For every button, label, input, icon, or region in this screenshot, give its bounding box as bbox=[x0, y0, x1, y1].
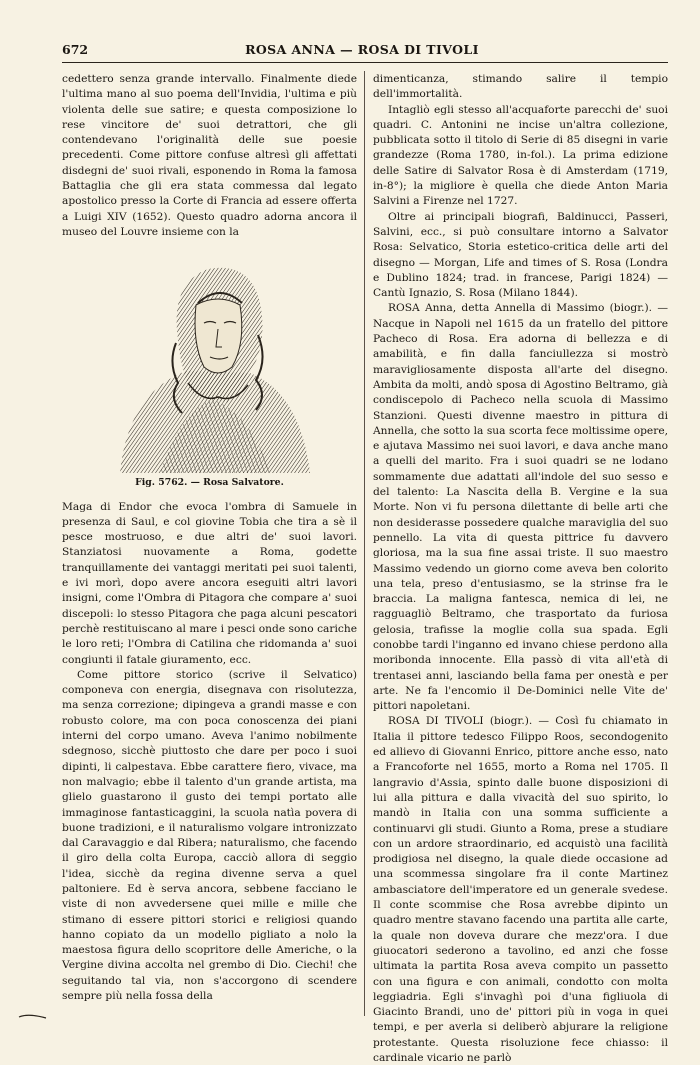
left-paragraph-2: Maga di Endor che evoca l'ombra di Samuele in presenza di Saul, e col giovine Tobia che tira a sè il pesce mostruoso, e due altri de' suoi lavori. Stanziatosi nuovamente a Roma, godette tranquillamente dei vantaggi meritati pei suoi talenti, e ivi morì, dopo avere ancora eseguiti altri lavori insigni, come l'Ombra di Pitagora che compare a' suoi discepoli: lo stesso Pitagora che paga alcuni pescatori perchè restituiscano al mare i pesci onde sono cariche le loro reti; l'Ombra di Catilina che ridomanda a' suoi congiunti il fatale giuramento, ecc. bbox=[62, 499, 357, 666]
entry-rosa-di-tivoli: ROSA DI TIVOLI (biogr.). — Così fu chiamato in Italia il pittore tedesco Filippo Roos, secondogenito ed allievo di Giovanni Enrico, pittore anche esso, nato a Francoforte nel 1655, morto a Roma nel 1705. Il langravio d'Assia, spinto dalle buone disposizioni di lui alla pittura e dalla vivacità del suo spirito, lo mandò in Italia con una somma sufficiente a continuarvi gli studi. Giunto a Roma, prese a studiare con un ardore straordinario, ed acquistò una facilità prodigiosa nel disegno, la quale diede occasione ad una scommessa singolare fra il conte Martinez ambasciatore dell'imperatore ed un generale svedese. Il conte scommise che Rosa avrebbe dipinto un quadro mentre stavano facendo una partita alle carte, la quale non doveva durare che mezz'ora. I due giuocatori sederono a tavolino, ed anzi che fosse ultimata la partita Rosa aveva compito un passetto con una figura e con animali, condotto con molta leggiadria. Egli s'invaghì poi d'una figliuola di Giacinto Brandi, uno de' pittori più in voga in quei tempi, e per averla si deliberò abjurare la religione protestante. Questa risoluzione fece chiasso: il cardinale vicario ne parlò bbox=[373, 714, 668, 1064]
page-number: 672 bbox=[62, 42, 89, 57]
running-header bbox=[62, 42, 662, 60]
figure-caption: Fig. 5762. — Rosa Salvatore. bbox=[135, 477, 284, 489]
header-rule bbox=[62, 62, 668, 63]
right-paragraph-3: Oltre ai principali biografi, Baldinucci, Passeri, Salvini, ecc., si può consultare intorno a Salvator Rosa: Selvatico, Storia estetico-critica delle arti del disegno — Morgan, Life and times of S. Rosa (Londra e Dublino 1824; trad. in francese, Parigi 1824) — Cantù Ignazio, S. Rosa (Milano 1844). bbox=[373, 209, 668, 300]
portrait-engraving bbox=[100, 243, 320, 473]
left-paragraph-3: Come pittore storico (scrive il Selvatico) componeva con energia, disegnava con risolutezza, ma senza correzione; dipingeva a grandi masse e con robusto colore, ma con poca conoscenza dei piani interni del corpo umano. Aveva l'animo nobilmente sdegnoso, sicchè piuttosto che dare per poco i suoi dipinti, li calpestava. Ebbe carattere fiero, vivace, ma non malvagio; ebbe il talento d'un grande artista, ma glielo guastarono il gusto dei tempi portato alle immaginose fantasticaggini, la scuola natìa povera di buone tradizioni, e il naturalismo volgare intronizzato dal Caravaggio e dal Ribera; naturalismo, che facendo il giro della colta Europa, cacciò allora di seggio l'idea, sicchè da regina divenne serva a quel paltoniere. Ed è serva ancora, sebbene facciano le viste di non avvedersene quei mille e mille che stimano di essere pittori storici e religiosi quando hanno copiato da un modello pigliato a nolo la maestosa figura dello scopritore delle Americhe, o la Vergine divina accolta nel grembo di Dio. Ciechi! che seguitando tal via, non s'accorgono di scendere sempre più nella fossa della bbox=[62, 667, 357, 1003]
left-column bbox=[62, 71, 357, 1003]
entry-rosa-anna: ROSA Anna, detta Annella di Massimo (biogr.). — Nacque in Napoli nel 1615 da un fratello del pittore Pacheco di Rosa. Era adorna di bellezza e di amabilità, e fin dalla fanciullezza si mostrò maravigliosamente disposta all'arte del disegno. Ambita da molti, andò sposa di Agostino Beltramo, già condiscepolo di Pacheco nella scuola di Massimo Stanzioni. Questi divenne maestro in pittura di Annella, che sotto la sua scorta fece moltissime opere, e ajutava Massimo nei suoi lavori, e dava anche mano a quelli del marito. Fra i suoi quadri se ne lodano sommamente due adattati all'indole del suo sesso e del talento: La Nascita della B. Vergine e la sua Morte. Non vi fu persona dilettante di belle arti che non desiderasse possedere qualche maraviglia del suo pennello. La vita di questa pittrice fu davvero gloriosa, ma la sua fine assai triste. Il suo maestro Massimo vedendo un giorno come aveva ben colorito una tela, preso d'entusiasmo, se la strinse fra le braccia. La maligna fantesca, nemica di lei, ne ragguagliò Beltramo, che trasportato da furiosa gelosia, trafisse la moglie colla sua spada. Egli conobbe tardi l'inganno ed invano chiese perdono alla moribonda innocente. Ella passò di vita all'età di trentasei anni, lasciando bella fama per onestà e per arte. Ne fa l'encomio il De-Dominici nelle Vite de' pittori napoletani. bbox=[373, 301, 668, 713]
column-divider bbox=[364, 71, 365, 1016]
right-paragraph-2: Intagliò egli stesso all'acquaforte parecchi de' suoi quadri. C. Antonini ne incise un'altra collezione, pubblicata sotto il titolo di Serie di 85 disegni in varie grandezze (Roma 1780, in-fol.). La prima edizione delle Satire di Salvator Rosa è di Amsterdam (1719, in-8°); la migliore è quella che diede Anton Maria Salvini a Firenze nel 1727. bbox=[373, 102, 668, 208]
running-title: ROSA ANNA — ROSA DI TIVOLI bbox=[245, 42, 479, 57]
corner-mark bbox=[18, 1013, 48, 1019]
left-paragraph-1: cedettero senza grande intervallo. Finalmente diede l'ultima mano al suo poema dell'Invidia, l'ultima e più violenta delle sue satire; e questa composizione lo rese vincitore de' suoi detrattori, che gli contendevano l'originalità delle sue poesie precedenti. Come pittore confuse altresì gli affettati disdegni de' suoi rivali, esponendo in Roma la famosa Battaglia che gli era stata commessa dal legato apostolico presso la Corte di Francia ad essere offerta a Luigi XIV (1652). Questo quadro adorna ancora il museo del Louvre insieme con la bbox=[62, 72, 357, 238]
right-paragraph-1: dimenticanza, stimando salire il tempio dell'immortalità. bbox=[373, 72, 668, 101]
right-column bbox=[373, 71, 668, 1065]
